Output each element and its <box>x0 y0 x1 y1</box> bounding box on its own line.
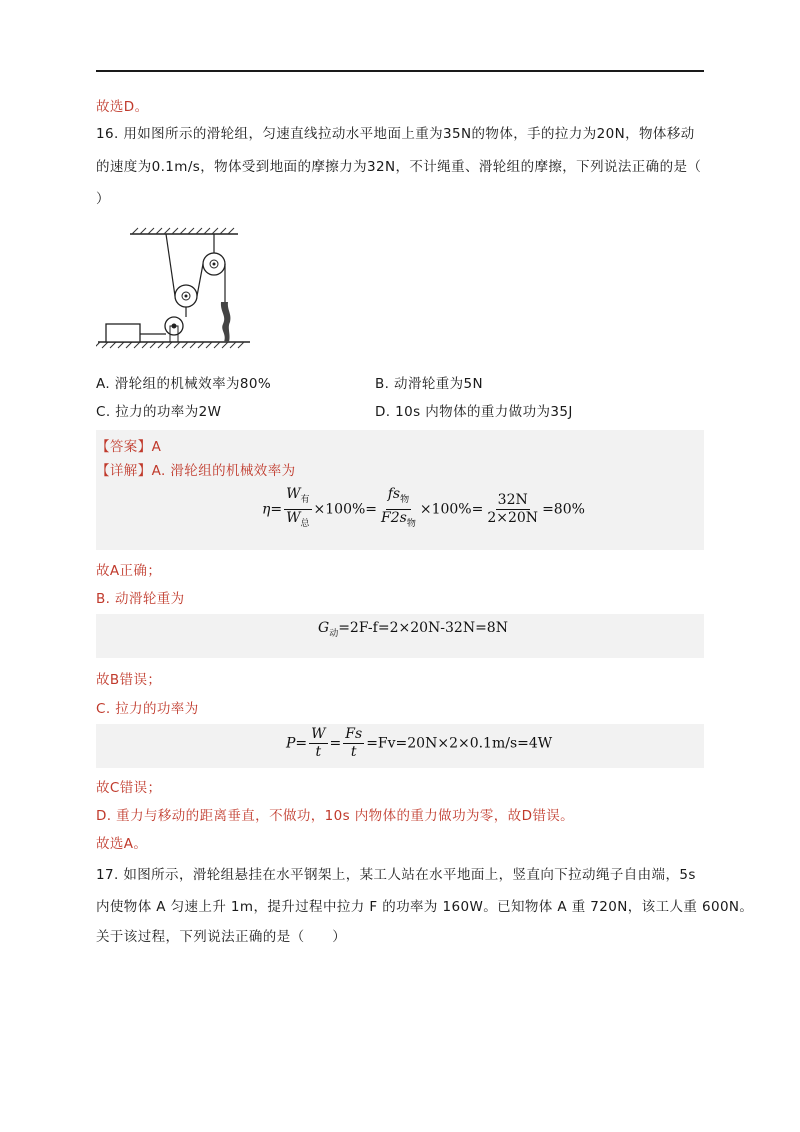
power-formula <box>286 726 552 761</box>
final-answer: 故选A。 <box>96 836 148 852</box>
q16-option-b: B. 动滑轮重为5N <box>375 376 484 392</box>
d-explanation: D. 重力与移动的距离垂直，不做功，10s 内物体的重力做功为零，故D错误。 <box>96 808 575 824</box>
t-den-1: t <box>315 744 322 760</box>
numeric-fraction <box>485 492 540 527</box>
times-100-a: ×100%= <box>313 501 378 518</box>
q16-option-a: A. 滑轮组的机械效率为80% <box>96 376 272 392</box>
q16-option-d: D. 10s 内物体的重力做功为35J <box>375 404 573 420</box>
eta-symbol: η <box>262 501 271 518</box>
top-rule <box>96 70 704 72</box>
g-sub: 动 <box>329 628 339 639</box>
fs-over-t <box>343 726 364 761</box>
work-fraction <box>284 486 311 533</box>
b-label: B. 动滑轮重为 <box>96 591 185 607</box>
g-rest: =2F-f=2×20N-32N=8N <box>338 620 508 636</box>
answer-detail <box>96 462 296 480</box>
q16-line1: 16. 用如图所示的滑轮组，匀速直线拉动水平地面上重为35N的物体，手的拉力为20N，物体移动 <box>96 126 695 142</box>
a-correct: 故A正确； <box>96 563 162 579</box>
fs-num: Fs <box>345 726 363 742</box>
w-over-t <box>309 726 327 761</box>
q16-line3: ） <box>96 191 110 207</box>
q17-line1: 17. 如图所示，滑轮组悬挂在水平钢架上，某工人站在水平地面上，竖直向下拉动绳子自由端，5s <box>96 867 696 883</box>
f2s-obj-sub: 物 <box>406 518 416 529</box>
q16-line2: 的速度为0.1m/s，物体受到地面的摩擦力为32N，不计绳重、滑轮组的摩擦，下列说法正确的是（ <box>96 159 702 175</box>
w-useful: W <box>286 486 301 502</box>
force-fraction <box>379 486 418 533</box>
p-rest: =Fv=20N×2×0.1m/s=4W <box>366 735 553 752</box>
b-wrong: 故B错误； <box>96 672 162 688</box>
fs-obj-sub: 物 <box>400 494 410 505</box>
p-symbol: P <box>286 735 296 752</box>
times-100-b: ×100%= <box>419 501 484 518</box>
t-den-2: t <box>350 744 357 760</box>
prev-conclusion: 故选D。 <box>96 99 149 115</box>
q17-line3: 关于该过程，下列说法正确的是（ ） <box>96 929 347 945</box>
pulley-weight-formula <box>318 620 508 639</box>
p-eq2: = <box>329 735 342 752</box>
p-eq1: = <box>295 735 308 752</box>
w-num: W <box>311 726 326 742</box>
w-total: W <box>286 509 301 526</box>
q17-line2: 内使物体 A 匀速上升 1m，提升过程中拉力 F 的功率为 160W。已知物体 A 重 720N，该工人重 600N。 <box>96 899 754 915</box>
pulley-figure <box>96 226 266 354</box>
c-wrong: 故C错误； <box>96 780 162 796</box>
fs-obj: fs <box>387 486 401 502</box>
q16-option-c: C. 拉力的功率为2W <box>96 404 222 420</box>
g-symbol: G <box>318 620 330 636</box>
f2s-obj: F2s <box>381 509 407 526</box>
w-total-sub: 总 <box>300 518 310 529</box>
numeric-den: 2×20N <box>487 509 539 526</box>
efficiency-formula <box>262 486 585 533</box>
w-useful-sub: 有 <box>300 494 310 505</box>
numeric-num: 32N <box>497 491 528 508</box>
c-label: C. 拉力的功率为 <box>96 701 199 717</box>
eta-result: =80% <box>542 501 585 518</box>
detail-prefix: 【详解】 <box>96 463 152 479</box>
answer-label: 【答案】A <box>96 439 162 455</box>
detail-text: A. 滑轮组的机械效率为 <box>151 463 296 479</box>
eq-sign: = <box>270 501 283 518</box>
